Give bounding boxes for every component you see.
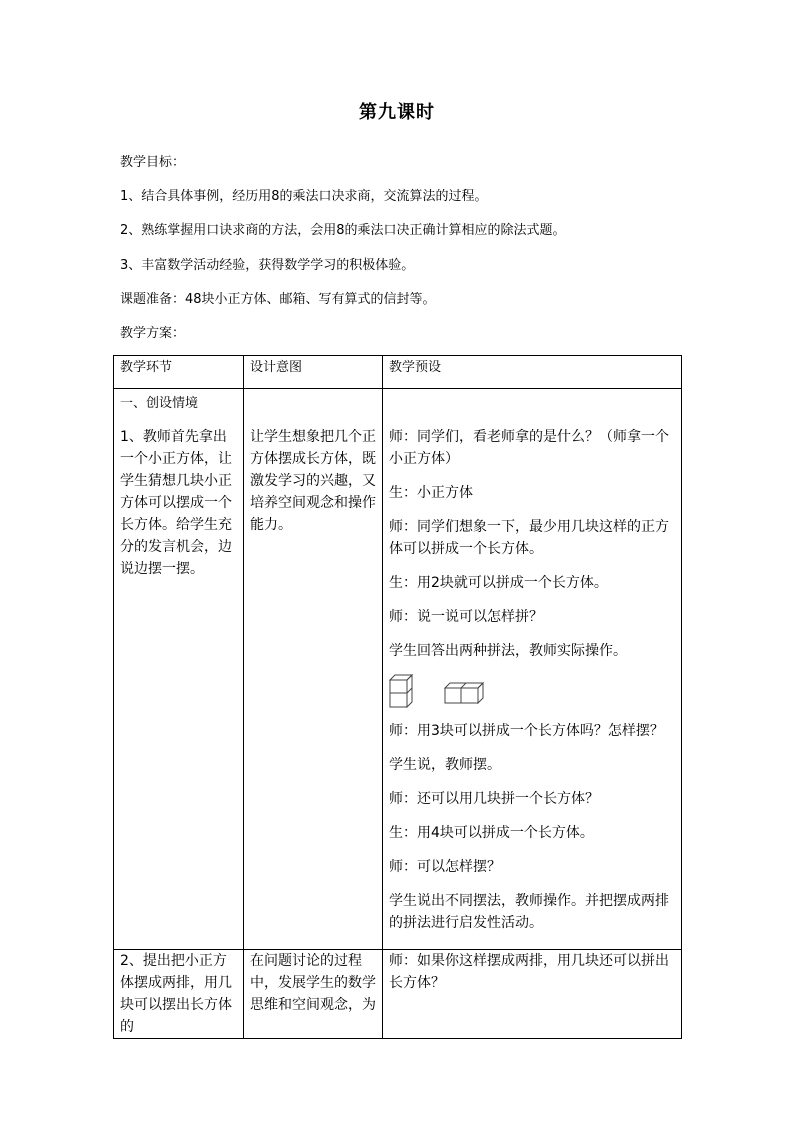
dialogue-line: 师：同学们想象一下，最少用几块这样的正方体可以拼成一个长方体。 <box>389 519 669 557</box>
table-header-row <box>114 356 682 389</box>
objective-1: 1、结合具体事例，经历用8的乘法口决求商，交流算法的过程。 <box>120 189 488 204</box>
lesson-plan-table <box>113 355 682 1039</box>
intent-text: 让学生想象把几个正方体摆成长方体，既激发学习的兴趣，又培养空间观念和操作能力。 <box>250 429 376 533</box>
side-by-side-cubes-icon <box>444 682 484 704</box>
plan-heading: 教学方案： <box>120 326 186 341</box>
stage-step-text: 1、教师首先拿出一个小正方体，让学生猜想几块小正方体可以摆成一个长方体。给学生充分的发言机会，边说边摆一摆。 <box>120 429 232 577</box>
dialogue-line: 师：还可以用几块拼一个长方体？ <box>389 791 599 807</box>
dialogue-line: 生：用4块可以拼成一个长方体。 <box>389 825 594 841</box>
objective-3: 3、丰富数学活动经验，获得数学学习的积极体验。 <box>120 258 415 273</box>
intent-cell <box>244 950 383 1039</box>
dialogue-line: 师：用3块可以拼成一个长方体吗？怎样摆？ <box>389 723 664 739</box>
stage-cell <box>114 950 244 1039</box>
header-cell: 设计意图 <box>244 356 383 389</box>
dialogue-cell <box>383 950 682 1039</box>
dialogue-cell <box>383 389 682 950</box>
table-row <box>114 389 682 950</box>
dialogue-line: 师：说一说可以怎样拼？ <box>389 609 543 625</box>
table-row <box>114 950 682 1039</box>
objectives-heading: 教学目标： <box>120 155 186 170</box>
stage-cell <box>114 389 244 950</box>
dialogue-line: 生：用2块就可以拼成一个长方体。 <box>389 575 608 591</box>
header-cell: 教学预设 <box>383 356 682 389</box>
dialogue-line: 师：可以怎样摆？ <box>389 859 501 875</box>
section-heading: 一、创设情境 <box>120 396 199 411</box>
intent-text: 在问题讨论的过程中，发展学生的数学思维和空间观念，为 <box>250 953 376 1013</box>
dialogue-line: 学生说出不同摆法，教师操作。并把摆成两排的拼法进行启发性活动。 <box>389 893 669 931</box>
header-cell: 教学环节 <box>114 356 244 389</box>
stacked-cubes-icon <box>389 674 415 708</box>
intent-cell <box>244 389 383 950</box>
dialogue-line: 师：如果你这样摆成两排，用几块还可以拼出长方体？ <box>389 953 669 991</box>
dialogue-line: 学生回答出两种拼法，教师实际操作。 <box>389 643 627 659</box>
dialogue-line: 学生说，教师摆。 <box>389 757 501 773</box>
dialogue-line: 生：小正方体 <box>389 485 473 501</box>
preparation-text: 课题准备：48块小正方体、邮箱、写有算式的信封等。 <box>120 292 436 307</box>
dialogue-line: 师：同学们，看老师拿的是什么？（师拿一个小正方体） <box>389 429 669 467</box>
cube-illustration <box>389 674 675 708</box>
objective-2: 2、熟练掌握用口诀求商的方法，会用8的乘法口决正确计算相应的除法式题。 <box>120 223 566 238</box>
page-title: 第九课时 <box>359 102 435 123</box>
stage-step-text: 2、提出把小正方体摆成两排，用几块可以摆出长方体的 <box>120 953 232 1035</box>
